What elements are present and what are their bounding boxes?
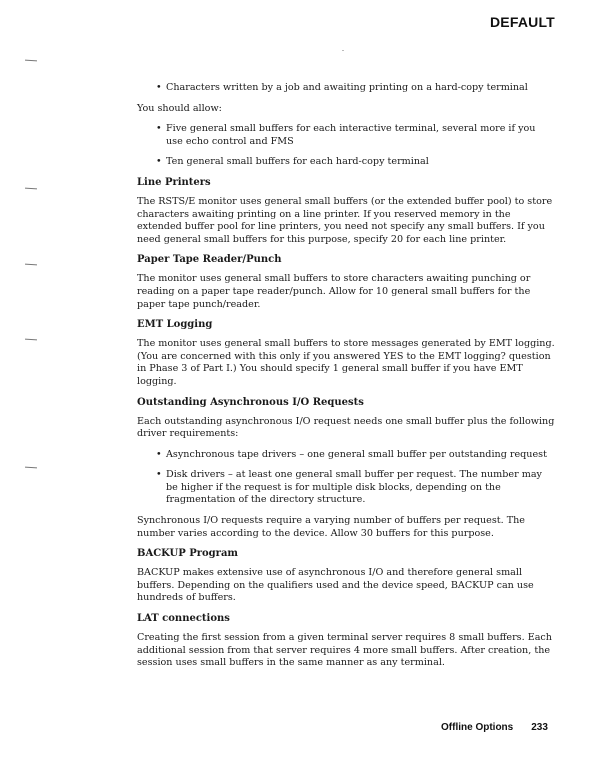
- list-item: • Ten general small buffers for each hard-copy terminal: [156, 156, 429, 168]
- binding-hole-mark: [25, 467, 37, 469]
- binding-hole-mark: [25, 264, 37, 266]
- body-line-printers: The RSTS/E monitor uses general small buffers (or the extended buffer pool) to store characters awaiting printing on a line printer. If you reserved memory in the extended buffer pool for line printers, you need not specify any small buffers. If you need general small buffers for this purpose, specify 20 for each line printer.: [137, 195, 553, 245]
- body-paper-tape: The monitor uses general small buffers to store characters awaiting punching or reading on a paper tape reader/punch. Allow for 10 general small buffers for the paper tape punch/reader.: [137, 273, 531, 310]
- scan-speck: [342, 50, 344, 51]
- list-item: • Disk drivers – at least one general small buffer per request. The number may be higher if the request is for multiple disk blocks, depending on the fragmentation of the directory structure.: [156, 469, 542, 506]
- heading-paper-tape: Paper Tape Reader/Punch: [137, 254, 282, 266]
- bullet-icon: •: [156, 156, 162, 168]
- body-backup: BACKUP makes extensive use of asynchronous I/O and therefore general small buffers. Depending on the qualifiers used and the device speed, BACKUP can use hundreds of buffers.: [137, 567, 534, 604]
- bullet-icon: •: [156, 469, 162, 481]
- heading-emt-logging: EMT Logging: [137, 319, 213, 331]
- body-sync-io: Synchronous I/O requests require a varying number of buffers per request. The number varies according to the device. Allow 30 buffers for this purpose.: [137, 515, 525, 539]
- bullet-icon: •: [156, 82, 162, 93]
- body-async-io: Each outstanding asynchronous I/O request needs one small buffer plus the following driver requirements:: [137, 415, 555, 440]
- page-number: 233: [531, 722, 548, 733]
- binding-hole-mark: [25, 60, 37, 62]
- allow-bullet-list: [137, 123, 555, 169]
- bullet-icon: •: [156, 123, 162, 135]
- list-item: • Characters written by a job and awaiting printing on a hard-copy terminal: [156, 82, 528, 93]
- page-content: [137, 82, 555, 678]
- list-item: • Five general small buffers for each interactive terminal, several more if you use echo control and FMS: [156, 123, 536, 147]
- binding-hole-mark: [25, 188, 37, 190]
- intro-bullet-list: [137, 82, 555, 95]
- heading-async-io: Outstanding Asynchronous I/O Requests: [137, 396, 364, 408]
- bullet-icon: •: [156, 448, 162, 460]
- async-io-bullet-list: [137, 449, 555, 507]
- body-emt-logging: The monitor uses general small buffers to store messages generated by EMT logging. (You are concerned with this only if you answered YES to the EMT logging? question in Phase 3 of Part I.) You should specify 1 general small buffer if you have EMT logging.: [137, 338, 555, 387]
- footer-section-title: Offline Options: [441, 722, 514, 733]
- binding-hole-mark: [25, 339, 37, 341]
- heading-backup: BACKUP Program: [137, 548, 239, 560]
- body-lat: Creating the first session from a given terminal server requires 8 small buffers. Each additional session from that server requires 4 more small buffers. After creation, the session uses small buffers in the same manner as any terminal.: [137, 632, 552, 669]
- list-item: • Asynchronous tape drivers – one general small buffer per outstanding request: [156, 448, 547, 460]
- heading-lat: LAT connections: [137, 613, 230, 625]
- heading-line-printers: Line Printers: [137, 176, 211, 188]
- allow-label: You should allow:: [137, 102, 222, 114]
- page-header-title: DEFAULT: [490, 14, 555, 30]
- page-footer: [441, 722, 548, 733]
